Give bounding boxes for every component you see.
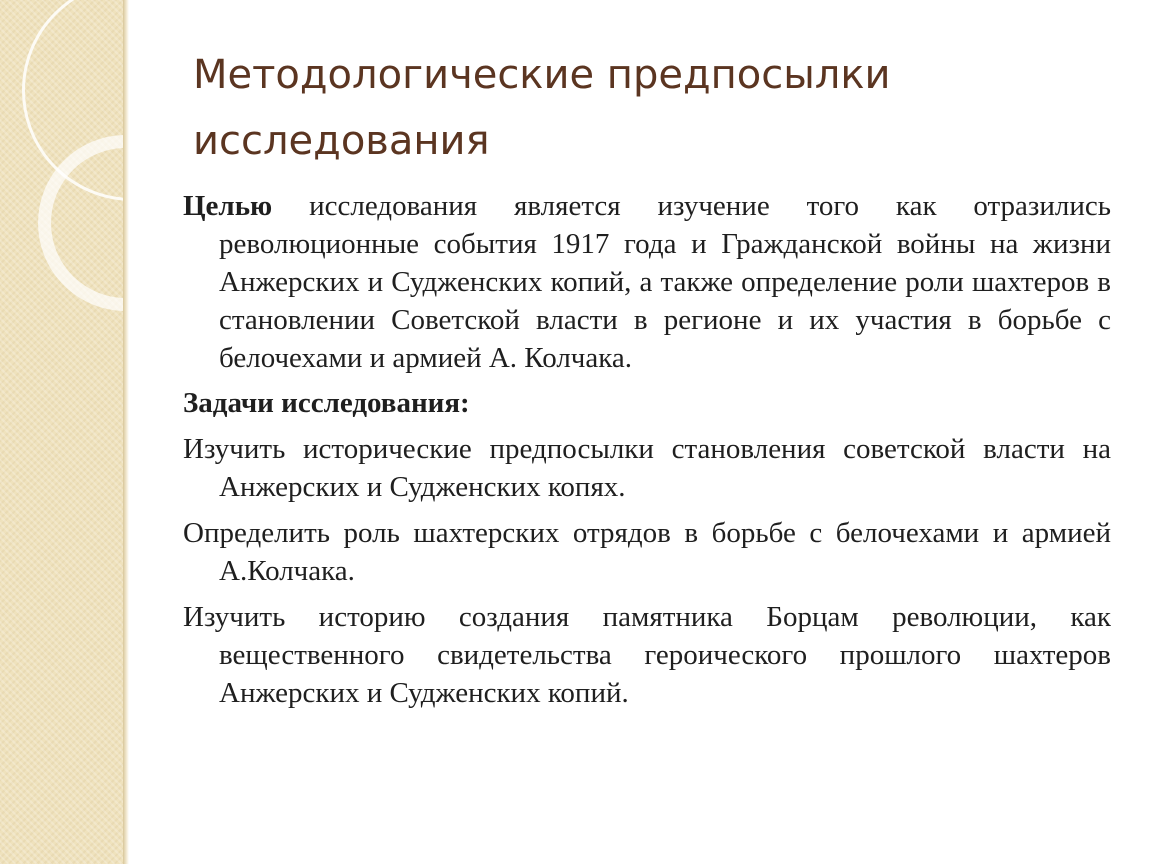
task-item-1: Изучить исторические предпосылки становления советской власти на Анжерских и Судженских копях. — [183, 433, 1111, 503]
goal-lead-word: Целью — [183, 190, 273, 222]
task-item-3: Изучить историю создания памятника Борцам революции, как вещественного свидетельства героического прошлого шахтеров Анжерских и Судженских копий. — [183, 601, 1111, 709]
slide-title-line-2: исследования — [193, 118, 490, 164]
tasks-heading: Задачи исследования: — [183, 387, 470, 419]
side-panel-edge — [123, 0, 129, 864]
slide-title — [193, 42, 1093, 174]
slide-body — [183, 187, 1111, 712]
goal-paragraph — [183, 187, 1111, 377]
slide-title-line-1: Методологические предпосылки — [193, 52, 891, 98]
decorative-side-panel — [0, 0, 123, 864]
task-item-2: Определить роль шахтерских отрядов в борьбе с белочехами и армией А.Колчака. — [183, 517, 1111, 587]
goal-text: исследования является изучение того как отразились революционные события 1917 года и Гражданской войны на жизни Анжерских и Судженских копий, а также определение роли шахтеров в становлении Советской власти в регионе и их участия в борьбе с белочехами и армией А. Колчака. — [219, 190, 1111, 374]
